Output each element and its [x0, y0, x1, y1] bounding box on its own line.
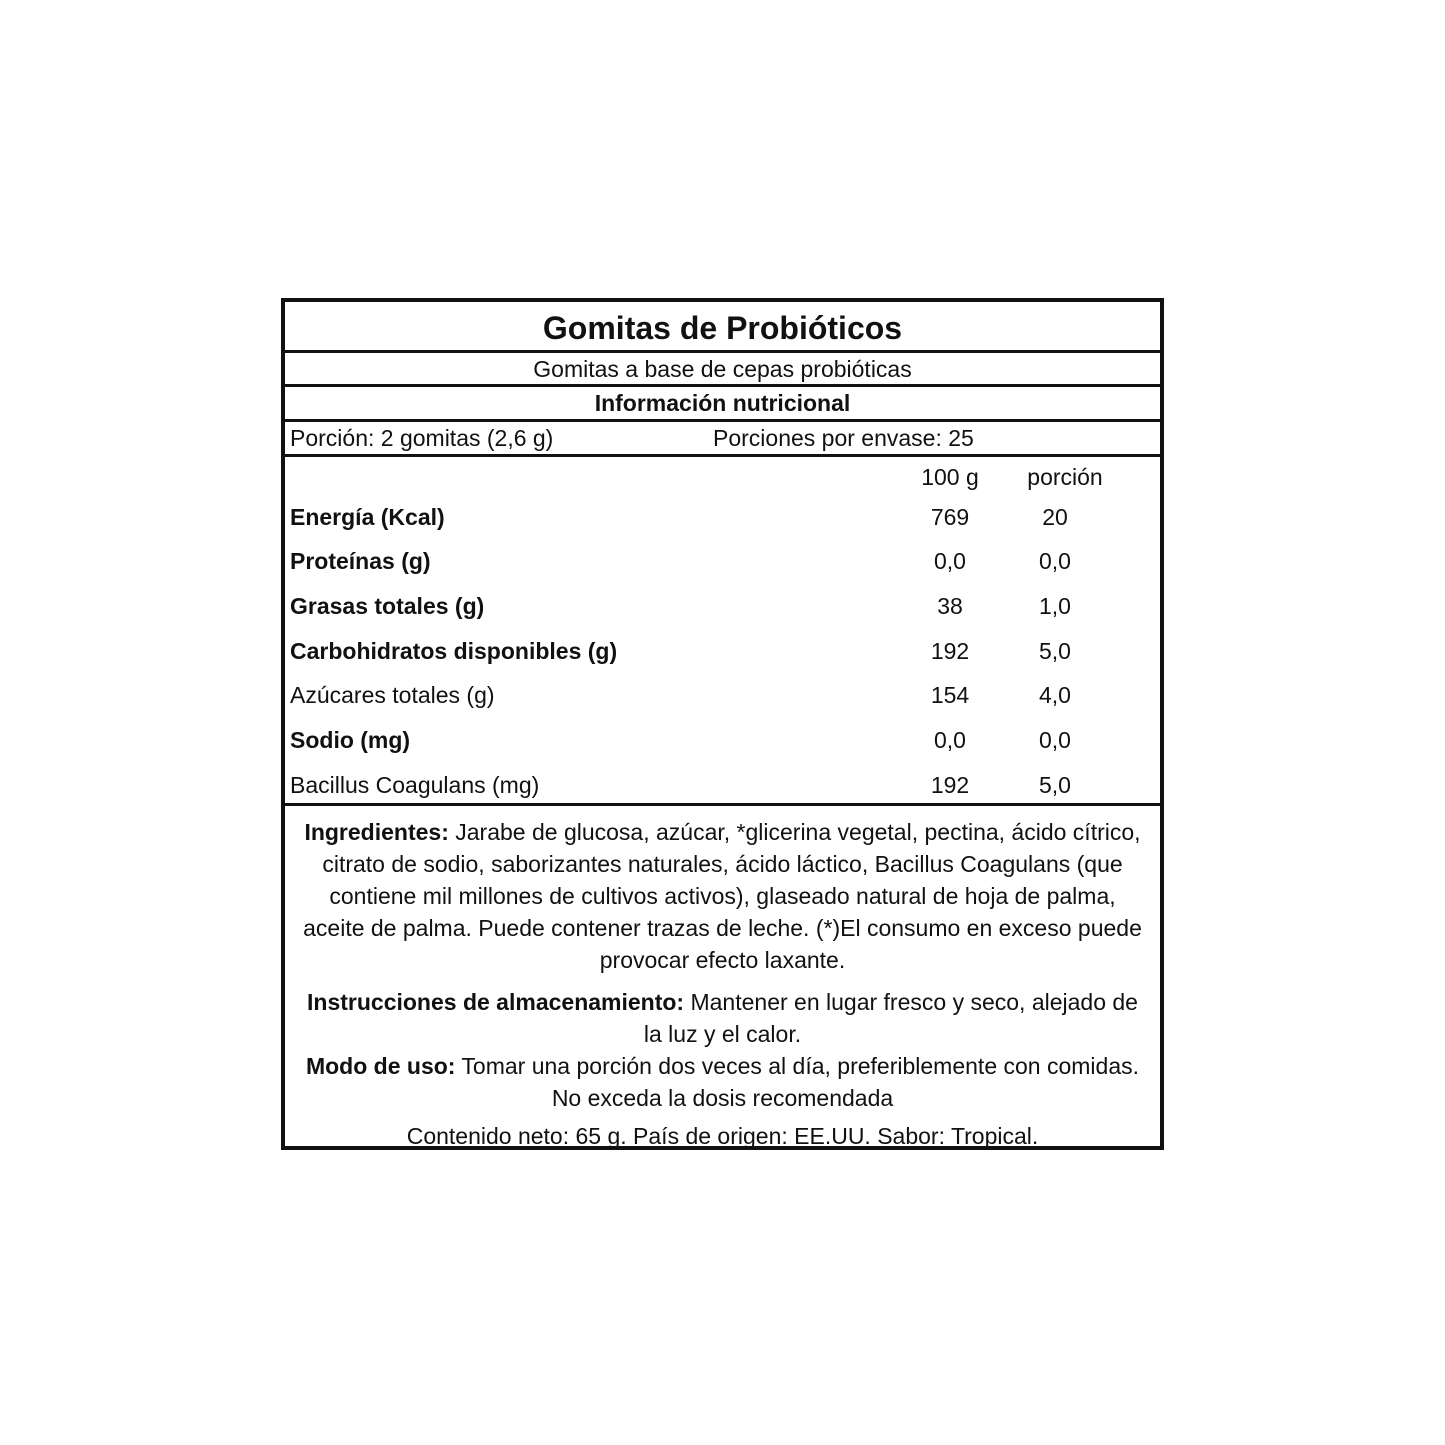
nutrient-row-protein [285, 546, 1160, 576]
nutrient-value-portion: 0,0 [1039, 727, 1071, 753]
nutrition-section-title: Información nutricional [594, 390, 851, 416]
ingredients-text: Jarabe de glucosa, azúcar, *glicerina vegetal, pectina, ácido cítrico, citrato de sodio, saborizantes naturales, ácido láctico, Bacillus Coagulans (que contiene mil millones de cultivos activos), glaseado natural de hoja de palma, aceite de palma. Puede contener trazas de leche. (*)El consumo en exceso puede provocar efecto laxante. [303, 819, 1142, 973]
nutrient-value-100g: 38 [937, 593, 963, 619]
nutrient-value-portion: 20 [1042, 504, 1068, 530]
nutrient-value-100g: 192 [930, 638, 970, 664]
serving-info-row [285, 422, 1160, 454]
nutrition-label [281, 298, 1164, 1150]
divider [285, 803, 1160, 806]
nutrient-value-100g: 154 [930, 682, 970, 708]
storage-heading: Instrucciones de almacenamiento: [307, 989, 685, 1015]
serving-size: Porción: 2 gomitas (2,6 g) [290, 425, 554, 451]
nutrient-value-portion: 0,0 [1039, 548, 1071, 574]
nutrient-row-bacillus [285, 770, 1160, 800]
ingredients-paragraph [285, 816, 1160, 976]
nutrient-row-sodium [285, 725, 1160, 755]
usage-paragraph [285, 1050, 1160, 1114]
storage-text: Mantener en lugar fresco y seco, alejado de la luz y el calor. [643, 989, 1138, 1047]
nutrient-row-carbs [285, 636, 1160, 666]
nutrient-row-energy [285, 502, 1160, 532]
nutrient-value-100g: 0,0 [934, 548, 966, 574]
nutrient-row-fat [285, 591, 1160, 621]
storage-paragraph [285, 986, 1160, 1050]
footer-net-content: Contenido neto: 65 g. País de origen: EE.UU. Sabor: Tropical. [406, 1123, 1039, 1149]
nutrient-value-100g: 769 [930, 504, 970, 530]
nutrient-name: Azúcares totales (g) [290, 682, 495, 708]
nutrient-name: Grasas totales (g) [290, 593, 485, 619]
nutrient-name: Sodio (mg) [290, 727, 411, 753]
nutrient-value-100g: 192 [930, 772, 970, 798]
nutrient-name: Bacillus Coagulans (mg) [290, 772, 540, 798]
usage-heading: Modo de uso: [305, 1053, 456, 1079]
servings-per-container: Porciones por envase: 25 [713, 425, 974, 451]
nutrient-value-portion: 5,0 [1039, 772, 1071, 798]
nutrient-value-portion: 5,0 [1039, 638, 1071, 664]
nutrient-name: Carbohidratos disponibles (g) [290, 638, 618, 664]
nutrient-name: Proteínas (g) [290, 548, 431, 574]
product-title: Gomitas de Probióticos [542, 310, 903, 346]
nutrient-row-sugars [285, 680, 1160, 710]
nutrient-value-portion: 1,0 [1039, 593, 1071, 619]
nutrient-name: Energía (Kcal) [290, 504, 445, 530]
usage-text: Tomar una porción dos veces al día, preferiblemente con comidas. No exceda la dosis recomendada [455, 1053, 1140, 1111]
divider [285, 454, 1160, 457]
product-subtitle: Gomitas a base de cepas probióticas [533, 356, 912, 382]
column-header-portion: porción [1027, 464, 1103, 490]
ingredients-heading: Ingredientes: [304, 819, 449, 845]
column-header-100g: 100 g [921, 464, 979, 490]
nutrient-value-100g: 0,0 [934, 727, 966, 753]
nutrient-value-portion: 4,0 [1039, 682, 1071, 708]
